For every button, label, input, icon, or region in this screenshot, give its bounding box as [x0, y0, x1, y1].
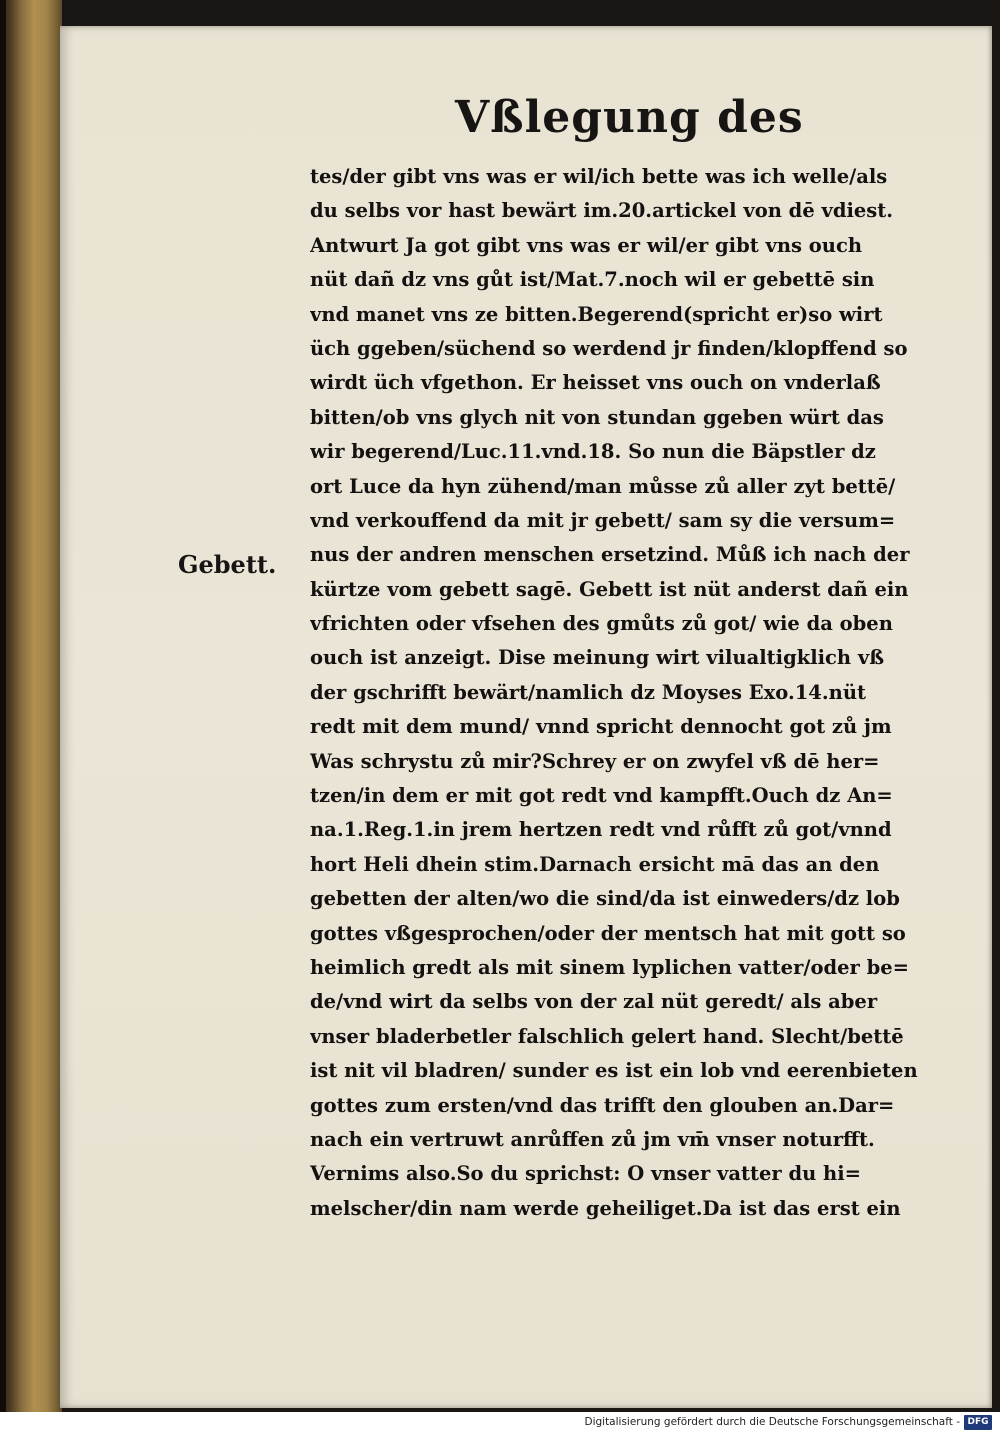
- funding-credit: Digitalisierung gefördert durch die Deutsche Forschungsgemeinschaft -: [584, 1416, 960, 1428]
- text-line: der gschrifft bewärt/namlich dz Moyses Exo.14.nüt: [310, 680, 867, 704]
- spine-edge: [0, 0, 6, 1412]
- text-line: vnser bladerbetler falschlich gelert hand. Slecht/bettē: [310, 1024, 904, 1048]
- text-line: Antwurt Ja got gibt vns was er wil/er gibt vns ouch: [310, 233, 863, 257]
- text-line: na.1.Reg.1.in jrem hertzen redt vnd růfft zů got/vnnd: [310, 818, 892, 842]
- text-line: de/vnd wirt da selbs von der zal nüt geredt/ als aber: [310, 990, 878, 1014]
- text-line: hort Heli dhein stim.Darnach ersicht mā das an den: [310, 852, 880, 876]
- margin-note: Gebett.: [178, 550, 277, 579]
- text-line: nüt dañ dz vns gůt ist/Mat.7.noch wil er gebettē sin: [310, 268, 875, 292]
- text-line: du selbs vor hast bewärt im.20.artickel von dē vdiest.: [310, 199, 894, 223]
- book-spine: [0, 0, 62, 1412]
- text-line: vfrichten oder vfsehen des gmůts zů got/ wie da oben: [310, 612, 893, 636]
- running-heading: Vßlegung des: [455, 92, 804, 143]
- text-line: kürtze vom gebett sagē. Gebett ist nüt anderst dañ ein: [310, 577, 909, 601]
- text-line: wirdt üch vfgethon. Er heisset vns ouch on vnderlaß: [310, 371, 881, 395]
- text-line: ort Luce da hyn zühend/man můsse zů aller zyt bettē/: [310, 474, 896, 498]
- text-line: gottes vßgesprochen/oder der mentsch hat mit gott so: [310, 921, 906, 945]
- text-line: melscher/din nam werde geheiliget.Da ist das erst ein: [310, 1196, 901, 1220]
- text-line: tes/der gibt vns was er wil/ich bette was ich welle/als: [310, 165, 888, 188]
- text-line: heimlich gredt als mit sinem lyplichen vatter/oder be=: [310, 955, 909, 979]
- text-line: Vernims also.So du sprichst: O vnser vatter du hi=: [310, 1162, 861, 1186]
- text-block: [310, 160, 975, 1226]
- text-line: tzen/in dem er mit got redt vnd kampfft.Ouch dz An=: [310, 784, 893, 808]
- text-line: vnd manet vns ze bitten.Begerend(spricht er)so wirt: [310, 302, 883, 326]
- footer-bar: [0, 1412, 1000, 1434]
- text-line: üch ggeben/süchend so werdend jr finden/klopffend so: [310, 336, 908, 360]
- text-line: bitten/ob vns glych nit von stundan ggeben würt das: [310, 405, 884, 429]
- dfg-logo[interactable]: DFG: [964, 1415, 992, 1430]
- text-line: vnd verkouffend da mit jr gebett/ sam sy die versum=: [310, 508, 896, 532]
- text-line: ouch ist anzeigt. Dise meinung wirt vilualtigklich vß: [310, 646, 885, 670]
- text-line: Was schrystu zů mir?Schrey er on zwyfel vß dē her=: [310, 749, 880, 773]
- text-line: nach ein vertruwt anrůffen zů jm vm̄ vnser noturfft.: [310, 1127, 875, 1151]
- text-line: redt mit dem mund/ vnnd spricht dennocht got zů jm: [310, 715, 892, 739]
- text-line: wir begerend/Luc.11.vnd.18. So nun die Bäpstler dz: [310, 440, 876, 464]
- text-line: nus der andren menschen ersetzind. Můß ich nach der: [310, 543, 910, 567]
- text-line: gottes zum ersten/vnd das trifft den glouben an.Dar=: [310, 1093, 895, 1117]
- text-line: gebetten der alten/wo die sind/da ist einweders/dz lob: [310, 887, 900, 911]
- text-line: ist nit vil bladren/ sunder es ist ein lob vnd eerenbieten: [310, 1059, 918, 1083]
